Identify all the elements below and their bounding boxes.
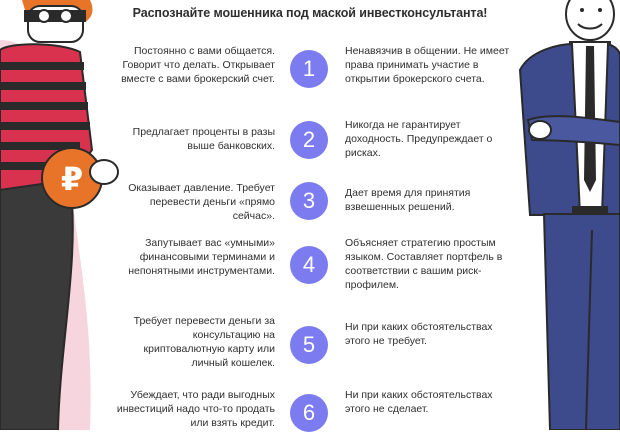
comparison-row-5 [0, 314, 620, 374]
consultant-head [566, 0, 614, 40]
page-title: Распознайте мошенника под маской инвестконсультанта! [132, 6, 488, 20]
honest-trait: Ненавязчив в общении. Не имеет права принимать участие в открытии брокерского счета. [345, 45, 510, 85]
robber-mask [24, 10, 86, 22]
honest-trait: Никогда не гарантирует доходность. Предупреждает о рисках. [345, 119, 493, 159]
honest-trait: Объясняет стратегию простым языком. Составляет портфель в соответствии с вашим риск-профилем. [345, 237, 503, 291]
comparison-row-1 [0, 36, 620, 96]
fraud-trait: Требует перевести деньги за консультацию на криптовалютную карту или личный кошелек. [133, 315, 275, 369]
comparison-row-2 [0, 116, 620, 176]
step-number-badge: 5 [290, 326, 328, 364]
step-number-badge: 1 [290, 50, 328, 88]
step-number-badge: 6 [290, 394, 328, 432]
comparison-row-4 [0, 236, 620, 296]
fraud-trait: Убеждает, что ради выгодных инвестиций надо что-то продать или взять кредит. [116, 389, 275, 429]
comparison-row-3 [0, 176, 620, 236]
svg-text:₽: ₽ [60, 160, 84, 198]
fraud-trait: Оказывает давление. Требует перевести деньги «прямо сейчас». [128, 182, 275, 222]
comparison-row-6 [0, 386, 620, 446]
honest-trait: Ни при каких обстоятельствах этого не требует. [345, 321, 493, 347]
fraud-trait: Запутывает вас «умными» финансовыми терминами и непонятными инструментами. [128, 237, 275, 277]
step-number-badge: 4 [290, 246, 328, 284]
step-number-badge: 3 [290, 182, 328, 220]
honest-trait: Ни при каких обстоятельствах этого не сделает. [345, 389, 493, 415]
glasses-right [60, 10, 72, 22]
honest-trait: Дает время для принятия взвешенных решений. [345, 187, 471, 213]
glasses-left [38, 10, 50, 22]
fraud-trait: Предлагает проценты в разы выше банковских. [132, 126, 275, 152]
step-number-badge: 2 [290, 121, 328, 159]
fraud-trait: Постоянно с вами общается. Говорит что делать. Открывает вместе с вами брокерский счет. [121, 45, 275, 85]
